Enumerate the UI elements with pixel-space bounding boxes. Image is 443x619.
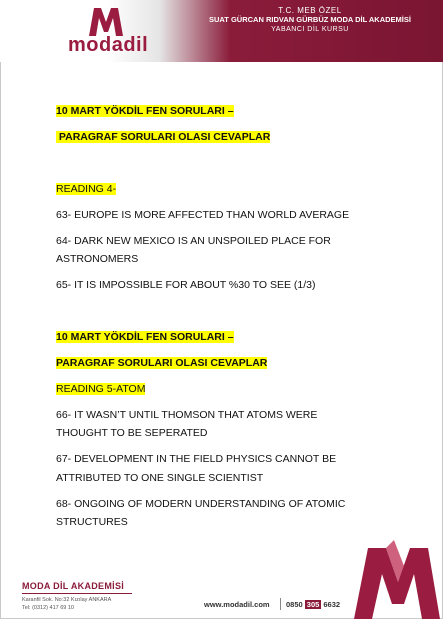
answer-66-cont: THOUGHT TO BE SEPERATED bbox=[56, 427, 208, 439]
header-line-3: YABANCI DİL KURSU bbox=[271, 26, 349, 33]
answer-67-cont: ATTRIBUTED TO ONE SINGLE SCIENTIST bbox=[56, 472, 264, 484]
phone-end: 6632 bbox=[323, 600, 341, 609]
footer-logo-icon bbox=[346, 538, 443, 619]
answer-64: 64- DARK NEW MEXICO IS AN UNSPOILED PLACE FOR bbox=[56, 235, 331, 247]
footer-address: Karanfil Sok. No:32 Kızılay ANKARA bbox=[22, 597, 112, 603]
phone-prefix: 0850 bbox=[286, 600, 303, 609]
answer-63: 63- EUROPE IS MORE AFFECTED THAN WORLD AVERAGE bbox=[56, 209, 350, 221]
section1-reading: READING 4- bbox=[56, 183, 117, 195]
section1-subtitle: PARAGRAF SORULARI OLASI CEVAPLAR bbox=[56, 131, 271, 143]
footer-separator bbox=[280, 598, 281, 610]
header-line-1: T.C. MEB ÖZEL bbox=[278, 6, 342, 15]
answer-68-cont: STRUCTURES bbox=[56, 516, 128, 528]
section2-title: 10 MART YÖKDİL FEN SORULARI – bbox=[56, 331, 234, 343]
section2-reading: READING 5-ATOM bbox=[56, 383, 146, 395]
footer-website-link[interactable]: www.modadil.com bbox=[204, 600, 270, 609]
footer-title: MODA DİL AKADEMİSİ bbox=[22, 581, 125, 591]
answer-64-cont: ASTRONOMERS bbox=[56, 253, 139, 265]
section1-title: 10 MART YÖKDİL FEN SORULARI – bbox=[56, 105, 234, 117]
modadil-logo-icon bbox=[86, 4, 126, 38]
answer-68: 68- ONGOING OF MODERN UNDERSTANDING OF ATOMIC bbox=[56, 498, 346, 510]
answer-66: 66- IT WASN’T UNTIL THOMSON THAT ATOMS WERE bbox=[56, 409, 318, 421]
answer-65: 65- IT IS IMPOSSIBLE FOR ABOUT %30 TO SEE (1/3) bbox=[56, 279, 316, 291]
brand-wordmark: modadil bbox=[68, 34, 149, 56]
answer-67: 67- DEVELOPMENT IN THE FIELD PHYSICS CANNOT BE bbox=[56, 453, 337, 465]
header-line-2: SUAT GÜRCAN RIDVAN GÜRBÜZ MODA DİL AKADEMİSİ bbox=[209, 15, 411, 24]
footer-divider bbox=[22, 593, 132, 594]
footer-phone bbox=[286, 600, 340, 609]
section2-subtitle: PARAGRAF SORULARI OLASI CEVAPLAR bbox=[56, 357, 268, 369]
phone-mid: 305 bbox=[306, 600, 320, 609]
footer-telephone: Tel: (0312) 417 69 10 bbox=[22, 605, 74, 611]
header-banner bbox=[0, 0, 443, 62]
